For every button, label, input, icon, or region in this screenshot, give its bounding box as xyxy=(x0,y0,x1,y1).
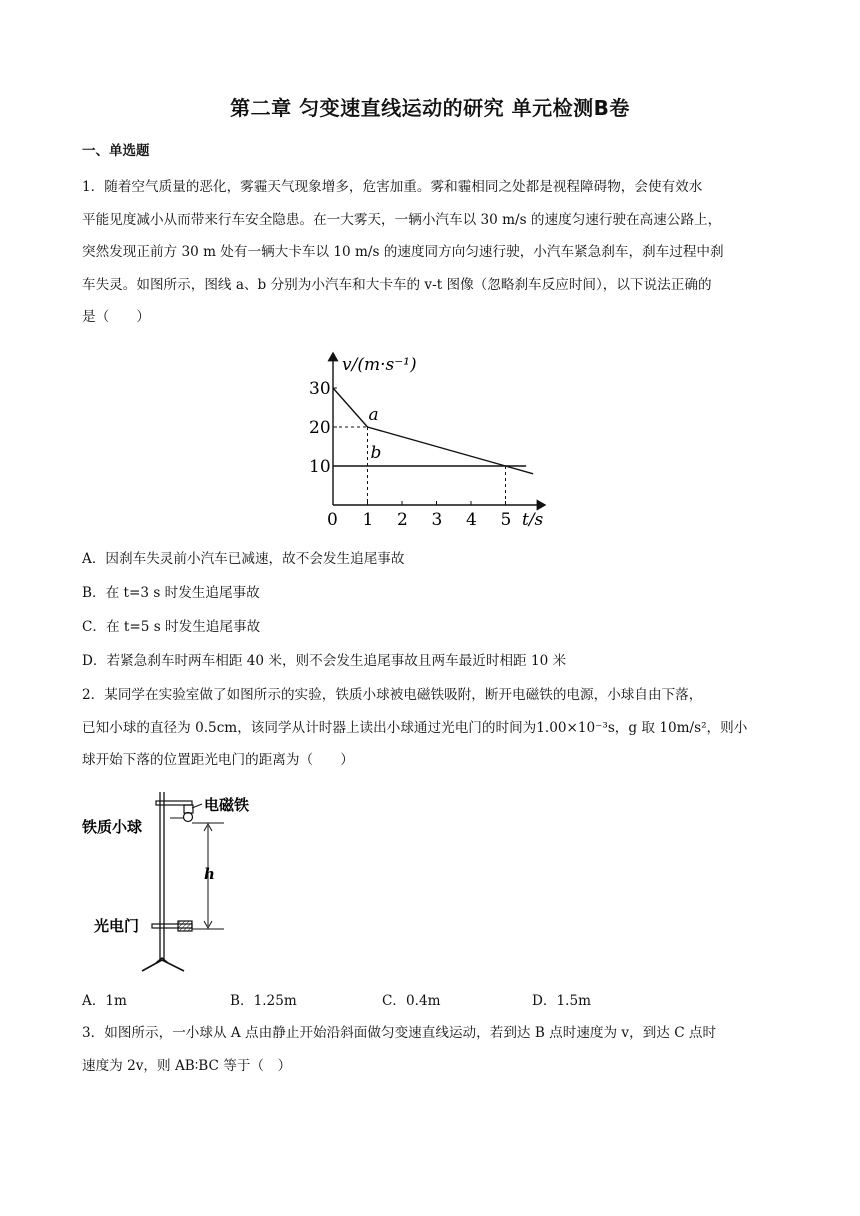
series-a-line xyxy=(333,388,533,474)
section-heading: 一、单选题 xyxy=(82,143,150,159)
y-axis-label: v/(m·s⁻¹) xyxy=(342,355,417,375)
x-tick-label: 3 xyxy=(431,510,443,530)
y-tick-label: 10 xyxy=(309,457,331,477)
q1-option-b[interactable]: B．在 t=3 s 时发生追尾事故 xyxy=(82,585,260,601)
question-2-text xyxy=(82,679,782,777)
question-3-line: 3．如图所示，一小球从 A 点由静止开始沿斜面做匀变速直线运动，若到达 B 点时速度为 v，到达 C 点时 xyxy=(82,1025,717,1041)
question-1-text xyxy=(82,171,782,334)
question-1-line: 车失灵。如图所示，图线 a、b 分别为小汽车和大卡车的 v-t 图像（忽略刹车反应时间），以下说法正确的 xyxy=(82,276,712,293)
height-label: h xyxy=(204,865,215,883)
x-tick-label: 2 xyxy=(397,510,408,530)
question-2-line: 2．某同学在实验室做了如图所示的实验，铁质小球被电磁铁吸附，断开电磁铁的电源，小球自由下落， xyxy=(82,687,703,703)
page-title: 第二章 匀变速直线运动的研究 单元检测B卷 xyxy=(230,96,630,120)
x-tick-label: 5 xyxy=(500,510,512,530)
vt-chart xyxy=(300,345,570,535)
ball-label: 铁质小球 xyxy=(82,818,143,836)
q2-option-a[interactable]: A．1m xyxy=(82,993,127,1009)
q1-option-d[interactable]: D．若紧急刹车时两车相距 40 米，则不会发生追尾事故且两车最近时相距 10 米 xyxy=(82,653,567,669)
question-2-line: 球开始下落的位置距光电门的距离为（ ） xyxy=(82,752,354,768)
q2-option-b[interactable]: B．1.25m xyxy=(230,993,297,1009)
series-a-label: a xyxy=(368,405,379,425)
question-3-text xyxy=(82,1017,782,1082)
question-2-line: 已知小球的直径为 0.5cm，该同学从计时器上读出小球通过光电门的时间为1.00×10⁻³s，g 取 10m/s²，则小 xyxy=(82,719,748,736)
q1-option-c[interactable]: C．在 t=5 s 时发生追尾事故 xyxy=(82,619,261,635)
question-1-line: 突然发现正前方 30 m 处有一辆大卡车以 10 m/s 的速度同方向匀速行驶，小汽车紧急刹车，刹车过程中刹 xyxy=(82,244,724,260)
question-1-line: 1．随着空气质量的恶化，雾霾天气现象增多，危害加重。雾和霾相同之处都是视程障碍物，会使有效水 xyxy=(82,179,703,195)
x-tick-label: 1 xyxy=(362,510,374,530)
y-tick-label: 30 xyxy=(309,379,331,399)
y-tick-label: 20 xyxy=(309,418,331,438)
question-3-line: 速度为 2v，则 AB∶BC 等于（ ） xyxy=(82,1057,292,1074)
q2-option-d[interactable]: D．1.5m xyxy=(532,993,592,1009)
question-1-line: 平能见度减小从而带来行车安全隐患。在一大雾天，一辆小汽车以 30 m/s 的速度匀速行驶在高速公路上， xyxy=(82,211,722,228)
question-1-line: 是（ ） xyxy=(82,309,150,325)
magnet-label: 电磁铁 xyxy=(204,796,250,814)
x-tick-label: 4 xyxy=(466,510,477,530)
apparatus-figure xyxy=(80,788,280,978)
q1-option-a[interactable]: A．因刹车失灵前小汽车已减速，故不会发生追尾事故 xyxy=(82,551,405,567)
x-tick-label: 0 xyxy=(327,510,338,530)
electromagnet-icon xyxy=(184,805,193,813)
iron-ball-icon xyxy=(184,813,193,822)
x-axis-label: t/s xyxy=(522,510,544,530)
q2-options xyxy=(82,989,782,1011)
series-b-label: b xyxy=(370,443,382,463)
gate-label: 光电门 xyxy=(94,917,140,935)
photogate-icon xyxy=(178,921,192,931)
q2-option-c[interactable]: C．0.4m xyxy=(382,993,441,1009)
